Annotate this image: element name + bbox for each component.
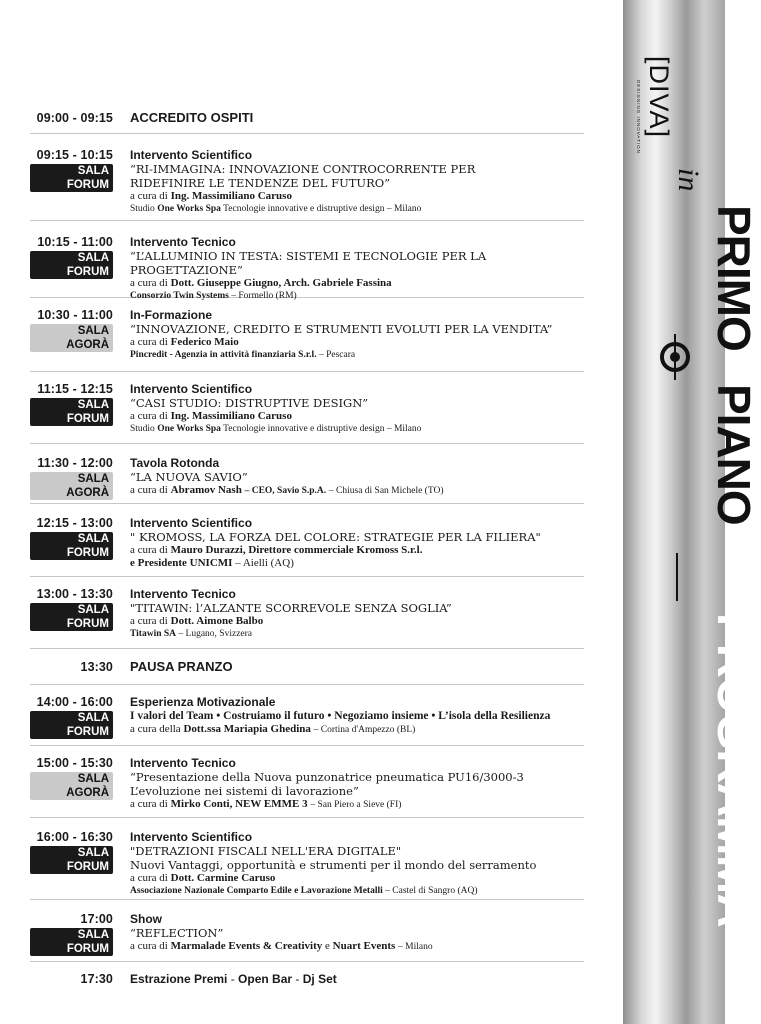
room-badge: SALA FORUM [30,532,113,560]
event-speaker: a cura di Marmalade Events & Creativity e Nuart Events – Milano [130,940,433,952]
event-type: Intervento Scientifico [130,830,253,844]
event-time: 16:00 - 16:30 [36,830,113,844]
event-organization: Studio One Works Spa Tecnologie innovative e distruptive design – Milano [130,424,422,434]
event-time: 10:15 - 11:00 [37,235,113,249]
room-badge: SALA AGORÀ [30,472,113,500]
schedule-row [30,649,584,685]
event-time: 13:00 - 13:30 [36,587,113,601]
room-badge: SALA FORUM [30,603,113,631]
event-time: 09:00 - 09:15 [36,110,113,125]
room-badge: SALA FORUM [30,398,113,426]
schedule-row [30,298,584,372]
room-badge: SALA AGORÀ [30,324,113,352]
diva-logo: [DIVA] [644,56,674,139]
event-time: 17:00 [80,912,113,926]
event-organization: Studio One Works Spa Tecnologie innovative e distruptive design – Milano [130,204,422,214]
event-type: Intervento Tecnico [130,587,236,601]
event-speaker: a cura di Dott. Giuseppe Giugno, Arch. Gabriele Fassina [130,277,392,289]
room-badge: SALA AGORÀ [30,772,113,800]
event-title: “CASI STUDIO: DISTRUPTIVE DESIGN” [130,396,369,410]
event-type: In-Formazione [130,308,213,322]
event-type: Intervento Scientifico [130,382,253,396]
primo-word: PRIMO [708,205,760,351]
schedule-row [30,221,584,301]
event-type: Intervento Tecnico [130,235,236,249]
schedule-row [30,746,584,818]
room-badge: SALA FORUM [30,164,113,192]
event-time: 14:00 - 16:00 [36,695,113,709]
separator-line [676,553,678,601]
event-speaker: a cura di Ing. Massimiliano Caruso [130,410,292,422]
schedule-row: 17:30 Estrazione Premi - Open Bar - Dj Set [80,972,337,986]
event-time: 11:15 - 12:15 [37,382,113,396]
event-title: “Presentazione della Nuova punzonatrice pneumatica PU16/3000-3 [130,770,524,784]
event-time: 17:30 [80,972,113,986]
event-time: 09:15 - 10:15 [36,148,113,162]
event-title: I valori del Team • Costruiamo il futuro • Negoziamo insieme • L’isola della Resilienza [130,710,551,722]
event-speaker: a cura di Dott. Carmine Caruso [130,872,276,884]
event-type: Intervento Scientifico [130,148,253,162]
event-organization: Associazione Nazionale Comparto Edile e Lavorazione Metalli – Castel di Sangro (AQ) [130,886,478,896]
event-type: Intervento Scientifico [130,516,253,530]
piano-word: PIANO [708,384,760,525]
event-label: ACCREDITO OSPITI [130,109,254,125]
schedule-row [30,504,584,577]
event-label: PAUSA PRANZO [130,658,233,674]
schedule-row [30,577,584,649]
event-title: “L’ALLUMINIO IN TESTA: SISTEMI E TECNOLOGIE PER LA PROGETTAZIONE” [130,249,487,277]
in-word: in [672,168,705,192]
event-speaker: a cura di Mauro Durazzi, Direttore commerciale Kromoss S.r.l. [130,544,423,556]
schedule-row [30,685,584,746]
schedule-row [30,818,584,900]
schedule-row [30,444,584,504]
event-speaker: a cura di Ing. Massimiliano Caruso [130,190,292,202]
event-title-2: L’evoluzione nei sistemi di lavorazione” [130,784,359,798]
event-label: Estrazione Premi [130,972,228,986]
event-type: Esperienza Motivazionale [130,695,276,709]
event-title-2: Nuovi Vantaggi, opportunità e strumenti per il mondo del serramento [130,858,537,872]
event-type: Intervento Tecnico [130,756,236,770]
target-icon [654,334,696,380]
event-speaker: a cura della Dott.ssa Mariapia Ghedina – Cortina d'Ampezzo (BL) [130,723,416,735]
sidebar-banner [623,0,761,1024]
event-organization: Pincredit - Agenzia in attività finanziaria S.r.l. – Pescara [130,350,356,360]
programma-word: PROGRAMMA [708,613,761,928]
event-title: “REFLECTION” [130,926,224,940]
schedule-row [30,134,584,221]
event-time: 11:30 - 12:00 [37,456,113,470]
schedule-row [30,900,584,962]
event-title: "DETRAZIONI FISCALI NELL'ERA DIGITALE" [130,844,402,858]
event-time: 12:15 - 13:00 [36,516,113,530]
schedule-row [30,102,584,134]
event-time: 13:30 [80,659,113,674]
event-title: “RI-IMMAGINA: INNOVAZIONE CONTROCORRENTE PER RIDEFINIRE LE TENDENZE DEL FUTURO” [130,162,476,190]
event-title: "TITAWIN: l’ALZANTE SCORREVOLE SENZA SOGLIA” [130,601,452,615]
event-time: 10:30 - 11:00 [37,308,113,322]
event-title: “LA NUOVA SAVIO” [130,470,248,484]
diva-logo-sub: DESIGNING INNOVATION [636,80,641,154]
event-type: Show [130,912,162,926]
event-organization: Titawin SA – Lugano, Svizzera [130,629,253,639]
event-speaker: a cura di Federico Maio [130,336,239,348]
room-badge: SALA FORUM [30,251,113,279]
room-badge: SALA FORUM [30,928,113,956]
event-speaker: a cura di Mirko Conti, NEW EMME 3 – San Piero a Sieve (FI) [130,798,402,810]
room-badge: SALA FORUM [30,846,113,874]
event-title: " KROMOSS, LA FORZA DEL COLORE: STRATEGIE PER LA FILIERA" [130,530,541,544]
event-speaker-2: e Presidente UNICMI – Aielli (AQ) [130,557,294,569]
event-type: Tavola Rotonda [130,456,220,470]
event-speaker: a cura di Dott. Aimone Balbo [130,615,264,627]
event-time: 15:00 - 15:30 [36,756,113,770]
schedule-row [30,372,584,444]
room-badge: SALA FORUM [30,711,113,739]
program-list [30,102,584,996]
event-title: “INNOVAZIONE, CREDITO E STRUMENTI EVOLUTI PER LA VENDITA” [130,322,553,336]
event-organization: Consorzio Twin Systems – Formello (RM) [130,291,297,301]
event-speaker: a cura di Abramov Nash – CEO, Savio S.p.A. – Chiusa di San Michele (TO) [130,484,444,496]
